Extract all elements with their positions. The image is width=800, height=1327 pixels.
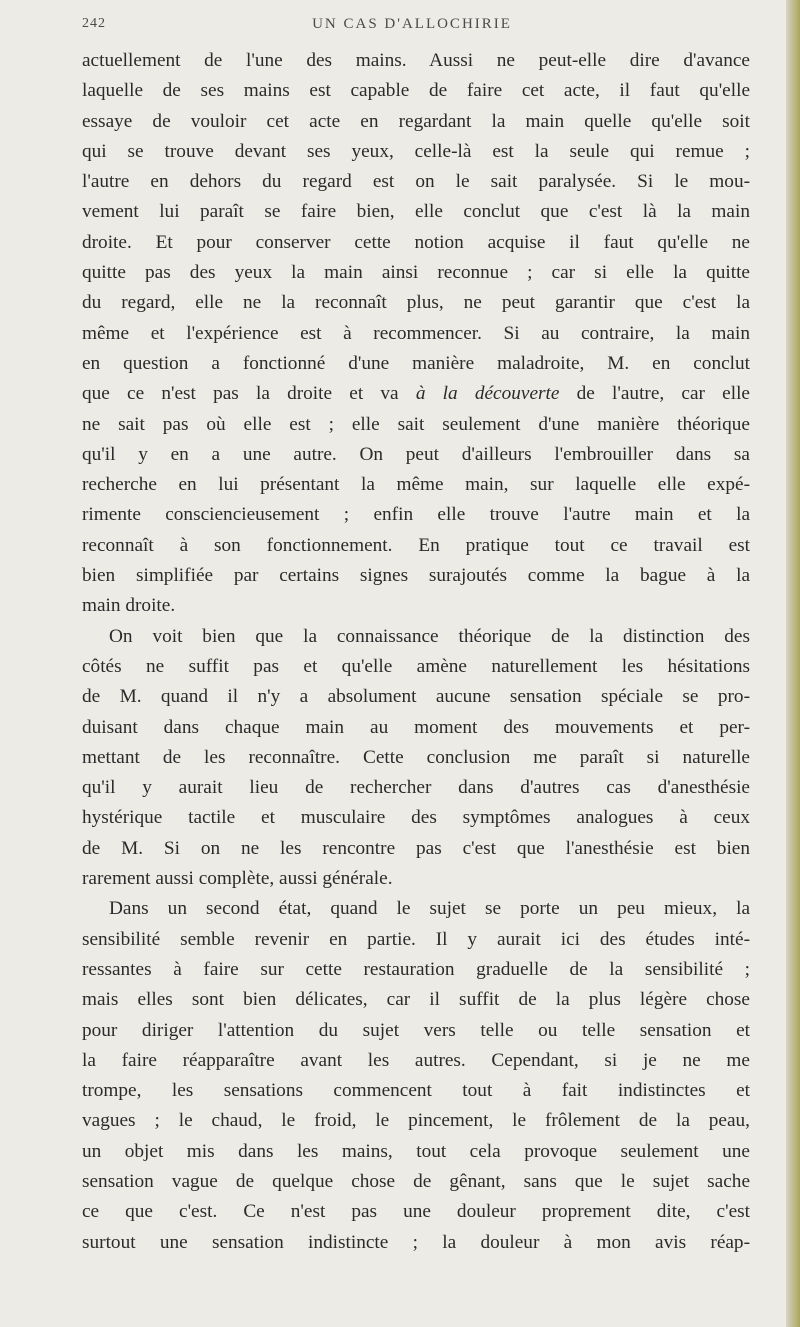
text-line: vagues ; le chaud, le froid, le pincement, le frôlement de la peau, <box>82 1110 750 1132</box>
text-line: recherche en lui présentant la même main, sur laquelle elle expé- <box>82 474 750 496</box>
text-line: la faire réapparaître avant les autres. Cependant, si je ne me <box>82 1049 750 1071</box>
text-line: trompe, les sensations commencent tout à fait indistinctes et <box>82 1080 750 1102</box>
text-line: hystérique tactile et musculaire des symptômes analogues à ceux <box>82 807 750 829</box>
running-title: UN CAS D'ALLOCHIRIE <box>312 16 512 32</box>
book-spine-edge <box>786 0 800 1327</box>
page-number: 242 <box>82 16 106 31</box>
paragraph-3 <box>82 894 750 1258</box>
running-header <box>82 16 742 38</box>
text-line: l'autre en dehors du regard est on le sait paralysée. Si le mou- <box>82 171 750 193</box>
text-line: ce que c'est. Ce n'est pas une douleur proprement dite, c'est <box>82 1201 750 1223</box>
text-line: reconnaît à son fonctionnement. En pratique tout ce travail est <box>82 534 750 556</box>
text-line: rimente consciencieusement ; enfin elle trouve l'autre main et la <box>82 504 750 526</box>
text-line: mettant de les reconnaître. Cette conclusion me paraît si naturelle <box>82 746 750 768</box>
text-line: duisant dans chaque main au moment des mouvements et per- <box>82 716 750 738</box>
text-line-with-italic <box>82 379 750 409</box>
text-line: en question a fonctionné d'une manière maladroite, M. en conclut <box>82 352 750 374</box>
text-line: On voit bien que la connaissance théorique de la distinction des <box>109 625 750 647</box>
text-line: qu'il y aurait lieu de rechercher dans d'autres cas d'anesthésie <box>82 777 750 799</box>
paragraph-1 <box>82 46 750 622</box>
text-run: de l'autre, car elle <box>559 383 750 405</box>
text-line: Dans un second état, quand le sujet se porte un peu mieux, la <box>109 898 750 920</box>
text-line: essaye de vouloir cet acte en regardant la main quelle qu'elle soit <box>82 110 750 132</box>
italic-phrase: à la découverte <box>415 383 560 405</box>
text-line: côtés ne suffit pas et qu'elle amène naturellement les hésitations <box>82 655 750 677</box>
text-line: sensibilité semble revenir en partie. Il y aurait ici des études inté- <box>82 928 750 950</box>
text-line: sensation vague de quelque chose de gênant, sans que le sujet sache <box>82 1170 750 1192</box>
text-line: qu'il y en a une autre. On peut d'ailleurs l'embrouiller dans sa <box>82 443 750 465</box>
body-text <box>82 46 750 1258</box>
text-line: pour diriger l'attention du sujet vers telle ou telle sensation et <box>82 1019 750 1041</box>
text-line: bien simplifiée par certains signes surajoutés comme la bague à la <box>82 565 750 587</box>
text-line: un objet mis dans les mains, tout cela provoque seulement une <box>82 1140 750 1162</box>
text-line: surtout une sensation indistincte ; la douleur à mon avis réap- <box>82 1231 750 1253</box>
text-line: du regard, elle ne la reconnaît plus, ne peut garantir que c'est la <box>82 292 750 314</box>
text-line: droite. Et pour conserver cette notion acquise il faut qu'elle ne <box>82 231 750 253</box>
text-run: que ce n'est pas la droite et va <box>82 383 416 405</box>
text-line: actuellement de l'une des mains. Aussi ne peut-elle dire d'avance <box>82 50 750 71</box>
text-line: même et l'expérience est à recommencer. Si au contraire, la main <box>82 322 750 344</box>
text-line: ressantes à faire sur cette restauration graduelle de la sensibilité ; <box>82 958 750 980</box>
paragraph-2 <box>82 622 750 895</box>
text-line: vement lui paraît se faire bien, elle conclut que c'est là la main <box>82 201 750 223</box>
text-line: main droite. <box>82 595 176 617</box>
text-line: ne sait pas où elle est ; elle sait seulement d'une manière théorique <box>82 413 750 435</box>
text-line: qui se trouve devant ses yeux, celle-là est la seule qui remue ; <box>82 140 750 162</box>
text-line: laquelle de ses mains est capable de faire cet acte, il faut qu'elle <box>82 80 750 102</box>
text-line: rarement aussi complète, aussi générale. <box>82 868 393 890</box>
text-line: mais elles sont bien délicates, car il suffit de la plus légère chose <box>82 989 750 1011</box>
text-line: de M. Si on ne les rencontre pas c'est que l'anesthésie est bien <box>82 837 750 859</box>
text-line: quitte pas des yeux la main ainsi reconnue ; car si elle la quitte <box>82 262 750 284</box>
text-line: de M. quand il n'y a absolument aucune sensation spéciale se pro- <box>82 686 750 708</box>
